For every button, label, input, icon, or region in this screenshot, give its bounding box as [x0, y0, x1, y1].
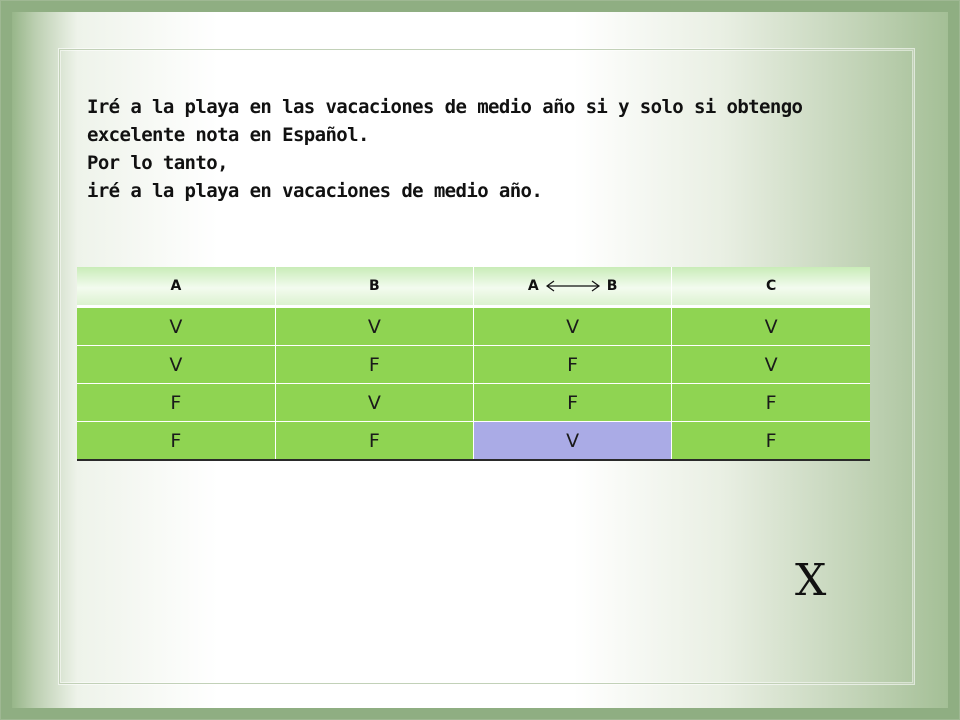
cell-b: V [275, 307, 473, 346]
cell-c: F [672, 384, 870, 422]
truth-table [77, 267, 870, 461]
conclusion-line: iré a la playa en vacaciones de medio año. [87, 180, 543, 202]
cell-a: F [77, 422, 275, 461]
invalid-mark: X [795, 555, 827, 606]
cell-biconditional: F [474, 384, 672, 422]
table-row [77, 384, 870, 422]
premise-line-1: Iré a la playa en las vacaciones de medio año si y solo si obtengo [87, 96, 803, 118]
cell-c: V [672, 346, 870, 384]
cell-a: V [77, 307, 275, 346]
biconditional-arrow-icon [545, 280, 601, 292]
conclusion-intro: Por lo tanto, [87, 152, 228, 174]
table-row [77, 346, 870, 384]
header-biconditional [474, 267, 672, 307]
cell-c: V [672, 307, 870, 346]
argument-text [87, 93, 877, 205]
cell-biconditional: F [474, 346, 672, 384]
cell-b: F [275, 346, 473, 384]
cell-c: F [672, 422, 870, 461]
truth-table-header [77, 267, 870, 307]
header-a: A [77, 267, 275, 307]
table-row [77, 422, 870, 461]
cell-a: V [77, 346, 275, 384]
cell-b: V [275, 384, 473, 422]
premise-line-2: excelente nota en Español. [87, 124, 369, 146]
header-c: C [672, 267, 870, 307]
biconditional-right: B [606, 278, 618, 294]
cell-b: F [275, 422, 473, 461]
table-row [77, 307, 870, 346]
biconditional-left: A [527, 278, 539, 294]
cell-biconditional: V [474, 307, 672, 346]
header-b: B [275, 267, 473, 307]
cell-a: F [77, 384, 275, 422]
cell-biconditional-highlighted: V [474, 422, 672, 461]
